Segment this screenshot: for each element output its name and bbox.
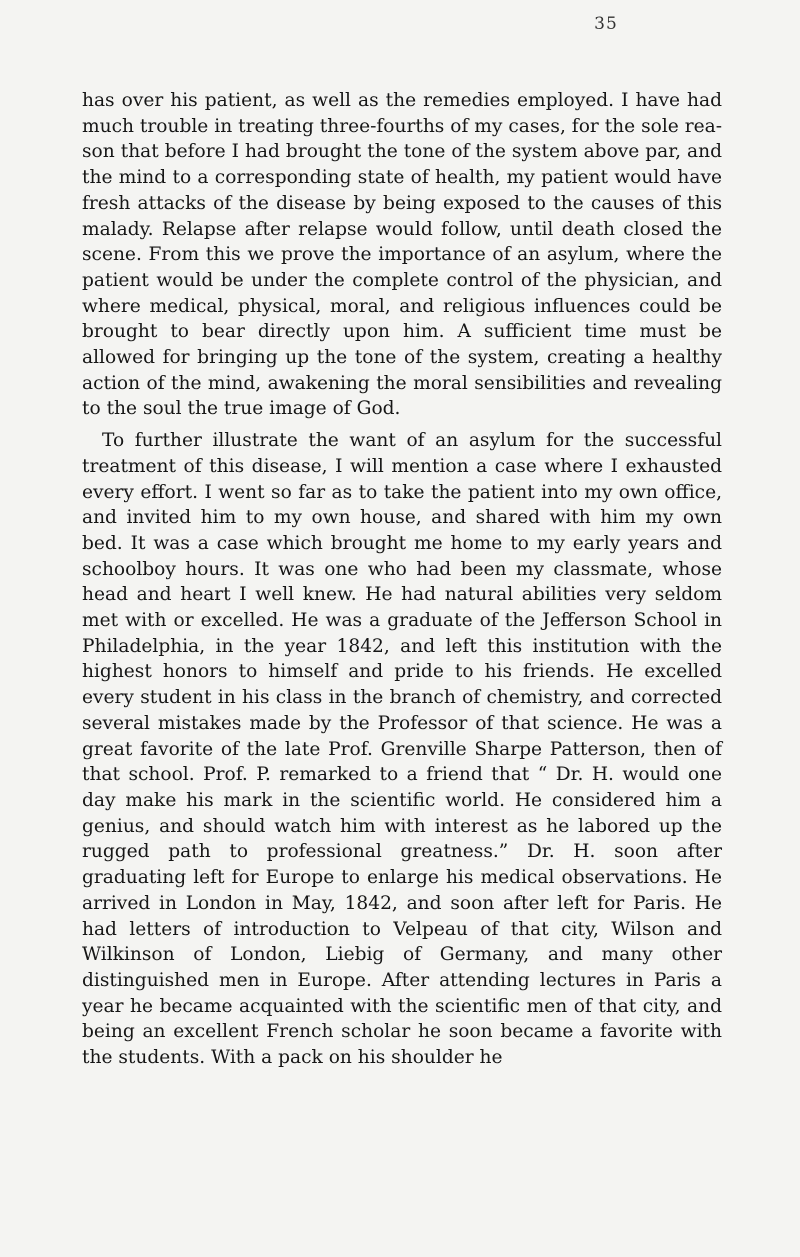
body-text	[82, 88, 722, 1071]
paragraph-2: To further illustrate the want of an asylum for the successful treatment of this disease, I will mention a case where I exhausted every effort. I went so far as to take the patient into my own office, and invited him to my own house, and shared with him my own bed. It was a case which brought me home to my early years and schoolboy hours. It was one who had been my classmate, whose head and heart I well knew. He had natural abilities very seldom met with or excelled. He was a graduate of the Jefferson School in Philadelphia, in the year 1842, and left this institution with the highest honors to himself and pride to his friends. He excelled every student in his class in the branch of chemistry, and corrected several mistakes made by the Professor of that science. He was a great favorite of the late Prof. Grenville Sharpe Patterson, then of that school. Prof. P. remarked to a friend that “ Dr. H. would one day make his mark in the scientific world. He considered him a genius, and should watch him with interest as he labored up the rugged path to professional greatness.” Dr. H. soon after graduating left for Europe to enlarge his medical observations. He arrived in London in May, 1842, and soon after left for Paris. He had letters of introduction to Velpeau of that city, Wilson and Wilkinson of London, Liebig of Germany, and many other distinguished men in Europe. After attending lectures in Paris a year he became acquainted with the scientific men of that city, and being an excellent French scholar he soon became a favorite with the students. With a pack on his shoulder he	[82, 430, 722, 1069]
page-number: 35	[594, 14, 618, 34]
paragraph-1: has over his patient, as well as the remedies employed. I have had much trouble in treating three-fourths of my cases, for the sole reason that before I had brought the tone of the system above par, and the mind to a corresponding state of health, my patient would have fresh attacks of the disease by being exposed to the causes of this malady. Relapse after relapse would follow, until death closed the scene. From this we prove the importance of an asylum, where the patient would be under the complete control of the physician, and where medical, physical, moral, and religious influences could be brought to bear directly upon him. A sufficient time must be allowed for bringing up the tone of the system, creating a healthy action of the mind, awakening the moral sensibilities and revealing to the soul the true image of God.	[82, 90, 722, 420]
